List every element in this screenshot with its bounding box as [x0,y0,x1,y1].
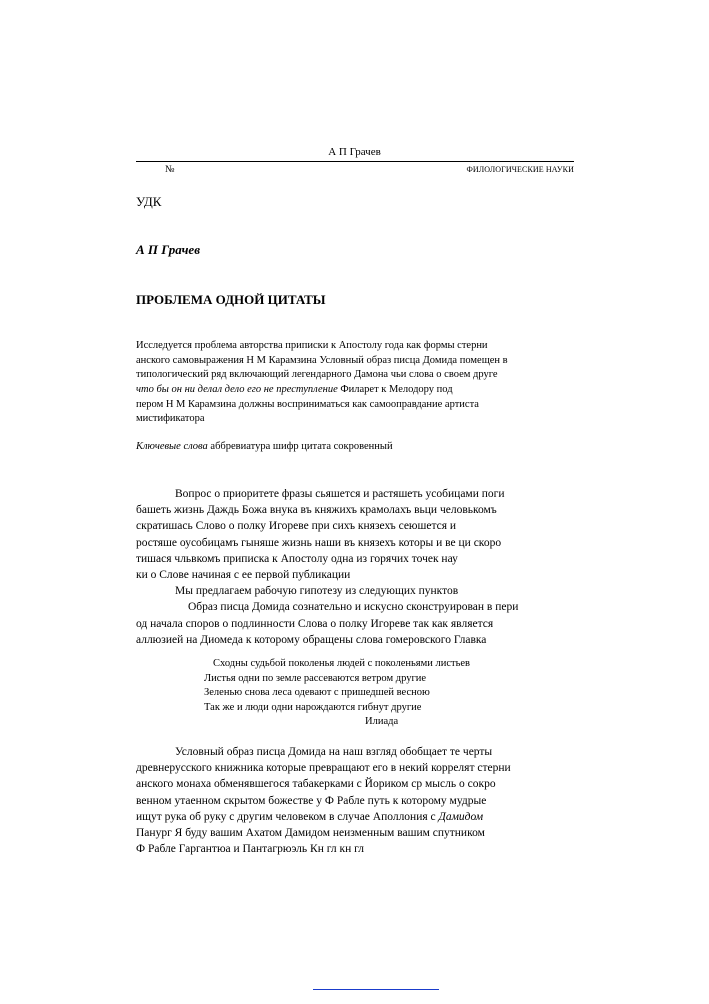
article-title: ПРОБЛЕМА ОДНОЙ ЦИТАТЫ [136,292,326,307]
body-line: башеть жизнь Даждь Божа внука въ княжихъ крамолахъ вьци человькомъ [136,504,497,517]
epigraph-poem [204,657,470,730]
body-line: од начала споров о подлинности Слова о полку Игореве так как является [136,617,494,630]
body-line: Условный образ писца Домида на наш взгляд обобщает те черты [175,746,493,758]
body-text [136,486,574,648]
body-line: тишася чльвкомъ приписка к Апостолу одна из горячих точек нау [136,552,458,565]
abstract-quote: что бы он ни делал дело его не преступление [136,384,338,396]
damid-italic: Дамидом [438,810,484,823]
keywords [136,441,393,452]
body-line: Вопрос о приоритете фразы сьяшется и растяшеть усобицами поги [175,488,505,500]
body-line: Образ писца Домида сознательно и искусно сконструирован в пери [188,601,519,614]
running-head-author: А П Грачев [328,146,381,158]
body-line: ки о Слове начиная с ее первой публикации [136,568,351,581]
body-line: Мы предлагаем рабочую гипотезу из следующих пунктов [175,585,459,598]
abstract [136,339,574,427]
poem-line: Сходны судьбой поколенья людей с поколеньями листьев [213,658,471,669]
udk-label: УДК [136,194,162,209]
header-rule [136,161,574,162]
body-line: скратишась Слово о полку Игореве при сихъ князехъ сеюшется и [136,520,457,533]
poem-line: Зеленью снова леса одевают с пришедшей весною [204,687,430,699]
author-name: А П Грачев [136,242,201,257]
poem-line: Листья одни по земле рассеваются ветром другие [204,672,427,684]
body-line: Панург Я буду вашим Ахатом Дамидом неизменным вашим спутником [136,826,485,839]
body-line: древнерусского книжника которые превращают его в некий коррелят стерни [136,762,511,775]
body-line: анского монаха обменявшегося табакерками с Йориком ср мысль о сокро [136,778,496,791]
abstract-line: Исследуется проблема авторства приписки к Апостолу года как формы стерни [136,340,488,351]
abstract-line: типологический ряд включающий легендарного Дамона чьи слова о своем друге [136,369,498,381]
body-line [136,809,574,825]
abstract-line [136,383,574,398]
keywords-label: Ключевые слова [136,441,208,452]
body-line: Ф Рабле Гаргантюа и Пантагрюэль Кн гл кн гл [136,843,364,856]
poem-source: Илиада [365,716,399,728]
poem-line: Так же и люди одни нарождаются гибнут другие [204,701,422,713]
body-line: аллюзией на Диомеда к которому обращены слова гомеровского Главка [136,633,487,646]
abstract-line: пером Н М Карамзина должны восприниматься как самооправдание артиста [136,398,479,410]
body-text-continued [136,744,574,857]
abstract-line: мистификатора [136,413,205,425]
body-line: венном утаенном скрытом божестве у Ф Рабле путь к которому мудрые [136,794,487,807]
abstract-line: анского самовыражения Н М Карамзина Условный образ писца Домида помещен в [136,354,508,366]
keywords-text: аббревиатура шифр цитата сокровенный [207,441,393,452]
body-line: ростяше оусобицамъ гыняше жизнь наши въ князехъ которы и ве ци скоро [136,536,502,549]
body-line-text: ищут рука об руку с другим человеком в случае Аполлония с [136,810,439,823]
abstract-line-tail: Филарет к Мелодору под [337,384,453,396]
issue-number: № [165,164,175,175]
journal-section: ФИЛОЛОГИЧЕСКИЕ НАУКИ [466,165,574,174]
footnote-separator [313,989,439,990]
